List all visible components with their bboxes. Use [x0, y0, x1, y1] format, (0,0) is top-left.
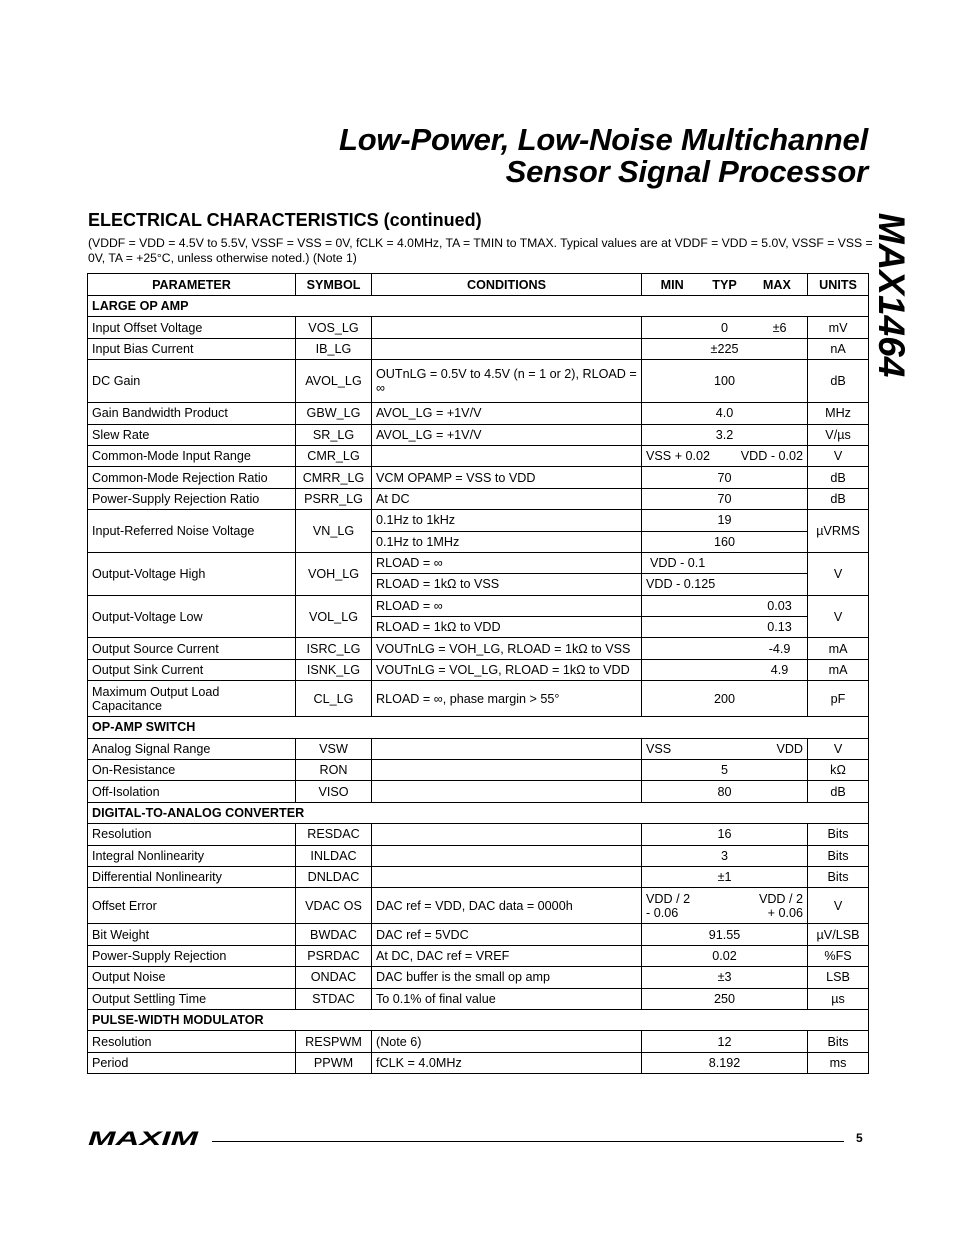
- symbol-cell: VOL_LG: [296, 595, 372, 638]
- units-cell: %FS: [808, 945, 869, 966]
- symbol-cell: PSRDAC: [296, 945, 372, 966]
- min-value-line-1: VDD / 2: [646, 891, 691, 906]
- cond-cell: To 0.1% of final value: [372, 988, 642, 1009]
- min-max-cell: [642, 445, 808, 466]
- min-typ-max-cell: [642, 988, 808, 1009]
- table-row: [88, 1031, 869, 1052]
- typ-cell: 19: [642, 510, 808, 531]
- max-cell: [642, 617, 808, 638]
- min-value: [642, 970, 697, 984]
- max-value: [752, 492, 807, 506]
- maxim-logo: [88, 1129, 200, 1147]
- max-value: [752, 992, 807, 1006]
- units-cell: V: [808, 595, 869, 638]
- min-value: [642, 342, 697, 356]
- min-value: [642, 642, 697, 656]
- symbol-cell: VN_LG: [296, 510, 372, 553]
- units-cell: mV: [808, 317, 869, 338]
- param-cell: Output Source Current: [88, 638, 296, 659]
- units-cell: ms: [808, 1052, 869, 1073]
- min-cell: VDD - 0.1: [642, 552, 808, 573]
- max-value: [752, 1035, 807, 1049]
- max-value: ±6: [772, 320, 787, 335]
- table-row: [88, 595, 869, 616]
- param-cell: Output Sink Current: [88, 659, 296, 680]
- param-cell: Input Offset Voltage: [88, 317, 296, 338]
- cond-cell: DAC buffer is the small op amp: [372, 967, 642, 988]
- param-cell: Integral Nonlinearity: [88, 845, 296, 866]
- typ-value: ±225: [710, 341, 739, 356]
- symbol-cell: SR_LG: [296, 424, 372, 445]
- header-symbol: SYMBOL: [296, 274, 372, 296]
- side-part-number-text: MAX1464: [871, 212, 912, 378]
- min-value: [642, 321, 697, 335]
- param-cell: Resolution: [88, 1031, 296, 1052]
- table-row: [88, 738, 869, 759]
- symbol-cell: ONDAC: [296, 967, 372, 988]
- max-value: [752, 870, 807, 884]
- typ-cell: 160: [642, 531, 808, 552]
- min-value: [642, 471, 697, 485]
- section-pwm: PULSE-WIDTH MODULATOR: [88, 1009, 869, 1030]
- header-parameter: PARAMETER: [88, 274, 296, 296]
- symbol-cell: INLDAC: [296, 845, 372, 866]
- min-typ-max-cell: [642, 781, 808, 802]
- cond-cell: VOUTnLG = VOH_LG, RLOAD = 1kΩ to VSS: [372, 638, 642, 659]
- param-cell: Output Settling Time: [88, 988, 296, 1009]
- min-value-line-2: - 0.06: [646, 905, 679, 920]
- max-cell: [642, 595, 808, 616]
- cond-cell: AVOL_LG = +1V/V: [372, 424, 642, 445]
- min-value: [642, 827, 697, 841]
- symbol-cell: GBW_LG: [296, 403, 372, 424]
- min-value: [642, 406, 697, 420]
- max-value: 0.13: [767, 620, 792, 635]
- param-cell: DC Gain: [88, 360, 296, 403]
- table-row: [88, 488, 869, 509]
- typ-value: 16: [717, 827, 732, 842]
- table-row: [88, 317, 869, 338]
- symbol-cell: CL_LG: [296, 681, 372, 717]
- units-cell: V: [808, 888, 869, 924]
- cond-cell: DAC ref = VDD, DAC data = 0000h: [372, 888, 642, 924]
- table-row: [88, 1052, 869, 1073]
- param-cell: Gain Bandwidth Product: [88, 403, 296, 424]
- units-cell: Bits: [808, 866, 869, 887]
- max-value: [752, 374, 807, 388]
- param-cell: Maximum Output Load Capacitance: [88, 681, 296, 717]
- conditions-text: (VDDF = VDD = 4.5V to 5.5V, VSSF = VSS = 0V, fCLK = 4.0MHz, TA = TMIN to TMAX. Typical values are at VDDF = VDD = 5.0V, VSSF = VSS = 0V, TA = +25°C, unless otherwise noted.) (Note 1): [88, 236, 873, 265]
- units-cell: mA: [808, 638, 869, 659]
- param-cell: Output-Voltage Low: [88, 595, 296, 638]
- min-typ-max-cell: [642, 866, 808, 887]
- max-value: [752, 342, 807, 356]
- cond-cell: At DC: [372, 488, 642, 509]
- symbol-cell: IB_LG: [296, 338, 372, 359]
- maxim-logo-text: MAXIM: [88, 1129, 200, 1147]
- typ-value: 250: [714, 991, 736, 1006]
- cond-cell: RLOAD = ∞, phase margin > 55°: [372, 681, 642, 717]
- table-row: [88, 510, 869, 531]
- cond-cell: [372, 760, 642, 781]
- cond-cell: RLOAD = ∞: [372, 595, 642, 616]
- symbol-cell: VOH_LG: [296, 552, 372, 595]
- cond-cell: RLOAD = ∞: [372, 552, 642, 573]
- max-value-line-2: + 0.06: [767, 905, 804, 920]
- typ-value: 3.2: [715, 427, 734, 442]
- min-typ-max-cell: [642, 488, 808, 509]
- max-value: 0.03: [767, 598, 792, 613]
- electrical-characteristics-table: [87, 273, 869, 1074]
- table-row: [88, 681, 869, 717]
- symbol-cell: CMRR_LG: [296, 467, 372, 488]
- header-min-typ-max: [642, 274, 808, 296]
- typ-value: 0.02: [712, 948, 737, 963]
- min-typ-max-cell: [642, 760, 808, 781]
- typ-value: 3: [721, 848, 729, 863]
- table-row: [88, 945, 869, 966]
- min-typ-max-cell: [642, 924, 808, 945]
- cond-cell: VCM OPAMP = VSS to VDD: [372, 467, 642, 488]
- units-cell: dB: [808, 781, 869, 802]
- min-typ-max-cell: [642, 659, 808, 680]
- symbol-cell: VISO: [296, 781, 372, 802]
- cond-cell: 0.1Hz to 1kHz: [372, 510, 642, 531]
- table-row: [88, 760, 869, 781]
- table-row: [88, 824, 869, 845]
- footer-rule: [212, 1141, 844, 1142]
- cond-cell: [372, 845, 642, 866]
- max-value: [752, 949, 807, 963]
- param-cell: Off-Isolation: [88, 781, 296, 802]
- min-cell: VDD - 0.125: [642, 574, 808, 595]
- table-header-row: [88, 274, 869, 296]
- param-cell: Power-Supply Rejection Ratio: [88, 488, 296, 509]
- min-typ-max-cell: [642, 945, 808, 966]
- param-cell: Analog Signal Range: [88, 738, 296, 759]
- typ-value: 70: [717, 491, 732, 506]
- min-value: [642, 928, 697, 942]
- cond-cell: (Note 6): [372, 1031, 642, 1052]
- typ-value: 4.0: [715, 406, 734, 421]
- symbol-cell: PPWM: [296, 1052, 372, 1073]
- typ-value: 5: [721, 763, 729, 778]
- units-cell: LSB: [808, 967, 869, 988]
- min-value: [642, 663, 697, 677]
- max-value: [752, 1056, 807, 1070]
- max-value: [752, 827, 807, 841]
- typ-value: 70: [717, 470, 732, 485]
- param-cell: Offset Error: [88, 888, 296, 924]
- symbol-cell: PSRR_LG: [296, 488, 372, 509]
- cond-cell: [372, 338, 642, 359]
- min-typ-max-cell: [642, 338, 808, 359]
- max-value: [752, 785, 807, 799]
- cond-cell: [372, 445, 642, 466]
- section-row: [88, 802, 869, 823]
- symbol-cell: RON: [296, 760, 372, 781]
- min-typ-max-cell: [642, 1031, 808, 1052]
- cond-cell: RLOAD = 1kΩ to VDD: [372, 617, 642, 638]
- min-value: [642, 870, 697, 884]
- cond-cell: VOUTnLG = VOL_LG, RLOAD = 1kΩ to VDD: [372, 659, 642, 680]
- max-value: -4.9: [768, 641, 791, 656]
- units-cell: dB: [808, 488, 869, 509]
- min-max-cell: [642, 888, 808, 924]
- cond-cell: [372, 824, 642, 845]
- units-cell: V: [808, 445, 869, 466]
- table-row: [88, 967, 869, 988]
- table-row: [88, 781, 869, 802]
- symbol-cell: AVOL_LG: [296, 360, 372, 403]
- cond-cell: [372, 317, 642, 338]
- header-conditions: CONDITIONS: [372, 274, 642, 296]
- symbol-cell: VDAC OS: [296, 888, 372, 924]
- param-cell: Period: [88, 1052, 296, 1073]
- min-typ-max-cell: [642, 967, 808, 988]
- min-typ-max-cell: [642, 824, 808, 845]
- typ-value: 100: [714, 374, 736, 389]
- min-value: [642, 692, 697, 706]
- section-row: [88, 1009, 869, 1030]
- table-row: [88, 360, 869, 403]
- min-value: [642, 992, 697, 1006]
- units-cell: kΩ: [808, 760, 869, 781]
- cond-cell: OUTnLG = 0.5V to 4.5V (n = 1 or 2), RLOAD = ∞: [372, 360, 642, 403]
- min-value: [642, 763, 697, 777]
- typ-value: [697, 642, 752, 656]
- section-dac: DIGITAL-TO-ANALOG CONVERTER: [88, 802, 869, 823]
- cond-cell: RLOAD = 1kΩ to VSS: [372, 574, 642, 595]
- symbol-cell: RESPWM: [296, 1031, 372, 1052]
- section-op-amp-switch: OP-AMP SWITCH: [88, 717, 869, 738]
- min-typ-max-cell: [642, 681, 808, 717]
- min-typ-max-cell: [642, 403, 808, 424]
- typ-value: 91.55: [708, 927, 741, 942]
- max-value: [725, 892, 808, 920]
- table-row: [88, 866, 869, 887]
- symbol-cell: STDAC: [296, 988, 372, 1009]
- section-title: ELECTRICAL CHARACTERISTICS (continued): [88, 210, 482, 230]
- max-value: [752, 928, 807, 942]
- units-cell: V: [808, 552, 869, 595]
- max-value: [752, 406, 807, 420]
- param-cell: Output Noise: [88, 967, 296, 988]
- min-typ-max-cell: [642, 467, 808, 488]
- max-value: [752, 970, 807, 984]
- header-max: MAX: [762, 277, 791, 292]
- typ-value: 80: [717, 784, 732, 799]
- table-row: [88, 467, 869, 488]
- cond-cell: [372, 781, 642, 802]
- min-typ-max-cell: [642, 638, 808, 659]
- symbol-cell: ISNK_LG: [296, 659, 372, 680]
- units-cell: Bits: [808, 845, 869, 866]
- min-typ-max-cell: [642, 360, 808, 403]
- symbol-cell: DNLDAC: [296, 866, 372, 887]
- min-typ-max-cell: [642, 424, 808, 445]
- table-row: [88, 988, 869, 1009]
- units-cell: MHz: [808, 403, 869, 424]
- units-cell: nA: [808, 338, 869, 359]
- units-cell: Bits: [808, 824, 869, 845]
- min-value: VSS: [646, 741, 672, 756]
- symbol-cell: CMR_LG: [296, 445, 372, 466]
- page-number: 5: [856, 1131, 863, 1145]
- cond-cell: At DC, DAC ref = VREF: [372, 945, 642, 966]
- cond-cell: [372, 738, 642, 759]
- max-value: 4.9: [770, 663, 789, 678]
- symbol-cell: ISRC_LG: [296, 638, 372, 659]
- min-value: [642, 1035, 697, 1049]
- header-units: UNITS: [808, 274, 869, 296]
- units-cell: V: [808, 738, 869, 759]
- section-row: [88, 717, 869, 738]
- param-cell: Slew Rate: [88, 424, 296, 445]
- min-value: VSS + 0.02: [646, 449, 711, 464]
- param-cell: Bit Weight: [88, 924, 296, 945]
- table-row: [88, 924, 869, 945]
- symbol-cell: VOS_LG: [296, 317, 372, 338]
- max-value: VDD - 0.02: [740, 449, 804, 464]
- units-cell: dB: [808, 467, 869, 488]
- max-value: [752, 763, 807, 777]
- symbol-cell: BWDAC: [296, 924, 372, 945]
- param-cell: Resolution: [88, 824, 296, 845]
- min-value: [642, 1056, 697, 1070]
- typ-value: 8.192: [708, 1055, 741, 1070]
- symbol-cell: VSW: [296, 738, 372, 759]
- title-line-2: Sensor Signal Processor: [505, 154, 868, 189]
- param-cell: Input-Referred Noise Voltage: [88, 510, 296, 553]
- section-large-op-amp: LARGE OP AMP: [88, 296, 869, 317]
- page-title: [168, 124, 868, 188]
- table-row: [88, 445, 869, 466]
- title-line-1: Low-Power, Low-Noise Multichannel: [338, 122, 868, 157]
- max-value-line-1: VDD / 2: [758, 891, 804, 906]
- param-cell: Common-Mode Input Range: [88, 445, 296, 466]
- units-cell: µVRMS: [808, 510, 869, 553]
- table-row: [88, 424, 869, 445]
- max-value: [752, 428, 807, 442]
- typ-value: 12: [717, 1034, 732, 1049]
- min-typ-max-cell: [642, 317, 808, 338]
- cond-cell: AVOL_LG = +1V/V: [372, 403, 642, 424]
- min-value: [642, 849, 697, 863]
- cond-cell: fCLK = 4.0MHz: [372, 1052, 642, 1073]
- typ-value: [697, 663, 752, 677]
- table-row: [88, 638, 869, 659]
- typ-value: ±1: [717, 870, 732, 885]
- cond-cell: DAC ref = 5VDC: [372, 924, 642, 945]
- min-typ-max-cell: [642, 1052, 808, 1073]
- min-value: [642, 492, 697, 506]
- min-value: [642, 785, 697, 799]
- table-row: [88, 338, 869, 359]
- max-value: [752, 692, 807, 706]
- param-cell: Power-Supply Rejection: [88, 945, 296, 966]
- table-row: [88, 845, 869, 866]
- param-cell: On-Resistance: [88, 760, 296, 781]
- section-row: [88, 296, 869, 317]
- cond-cell: 0.1Hz to 1MHz: [372, 531, 642, 552]
- param-cell: Common-Mode Rejection Ratio: [88, 467, 296, 488]
- max-value: [752, 849, 807, 863]
- units-cell: Bits: [808, 1031, 869, 1052]
- cond-cell: [372, 866, 642, 887]
- min-typ-max-cell: [642, 845, 808, 866]
- min-max-cell: [642, 738, 808, 759]
- table-row: [88, 552, 869, 573]
- typ-value: 0: [721, 320, 729, 335]
- max-value: [752, 471, 807, 485]
- min-value: [642, 428, 697, 442]
- table-row: [88, 888, 869, 924]
- min-value: [642, 374, 697, 388]
- units-cell: µs: [808, 988, 869, 1009]
- symbol-cell: RESDAC: [296, 824, 372, 845]
- units-cell: µV/LSB: [808, 924, 869, 945]
- table-row: [88, 659, 869, 680]
- units-cell: pF: [808, 681, 869, 717]
- typ-value: 200: [714, 691, 736, 706]
- table-row: [88, 403, 869, 424]
- param-cell: Output-Voltage High: [88, 552, 296, 595]
- param-cell: Input Bias Current: [88, 338, 296, 359]
- param-cell: Differential Nonlinearity: [88, 866, 296, 887]
- units-cell: V/µs: [808, 424, 869, 445]
- min-value: [642, 949, 697, 963]
- min-value: [642, 892, 725, 920]
- typ-value: ±3: [717, 970, 732, 985]
- units-cell: dB: [808, 360, 869, 403]
- header-min: MIN: [660, 277, 684, 292]
- units-cell: mA: [808, 659, 869, 680]
- header-typ: TYP: [712, 277, 737, 292]
- max-value: VDD: [776, 741, 804, 756]
